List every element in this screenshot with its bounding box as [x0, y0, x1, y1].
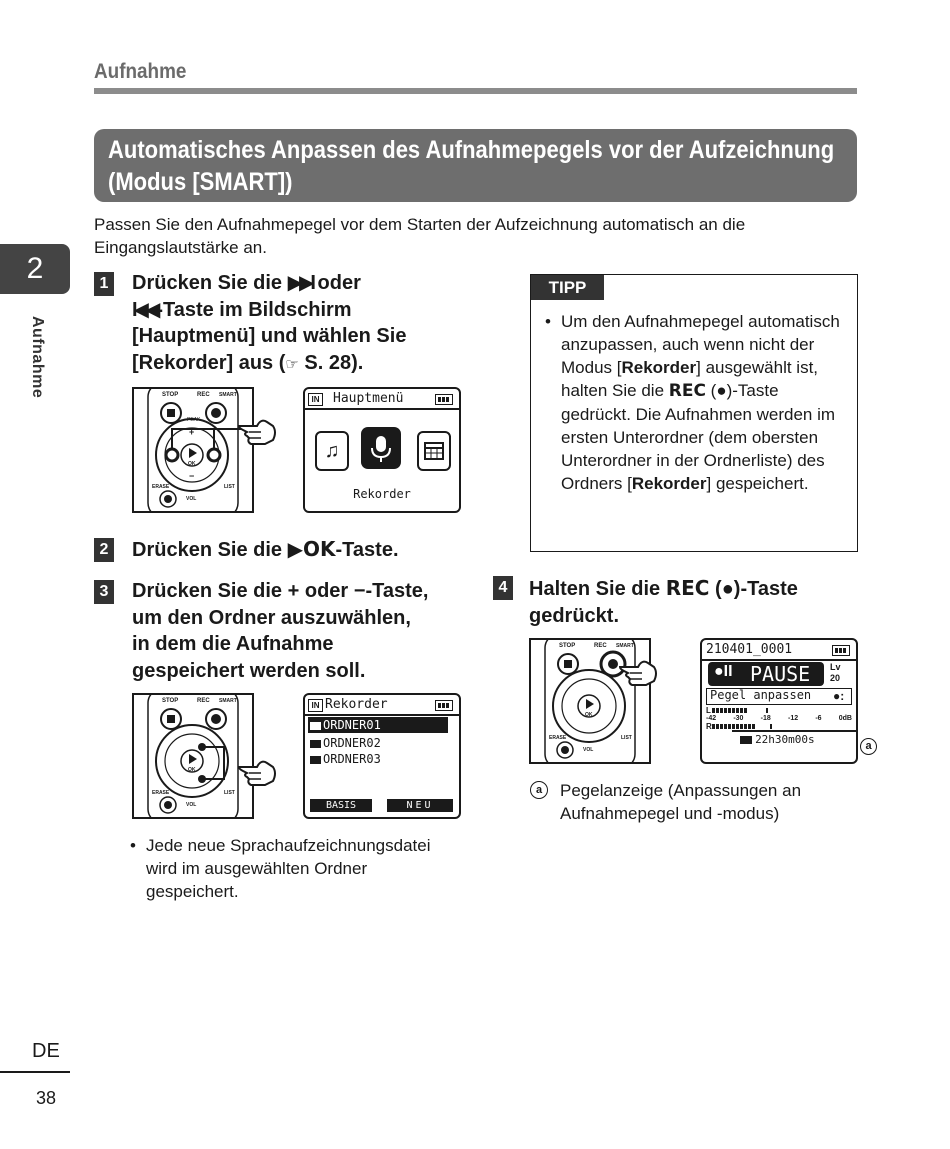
step-1-text	[132, 270, 472, 378]
scale-tick: -12	[787, 715, 799, 722]
smart-mode-icon: ●:	[833, 689, 845, 703]
step-2-text	[132, 536, 472, 564]
device-illustration-1	[132, 387, 254, 513]
input-icon-2: IN	[308, 699, 323, 712]
erase-label: ERASE	[152, 484, 170, 490]
tip-text-c: (●)-Taste gedrückt. Die Aufnahmen werden im ersten Unterordner (dem obersten Unterordner in der Ordnerliste) des Ordners [	[561, 381, 836, 493]
folder-item-1[interactable]	[308, 717, 448, 733]
step-3-text-a: Drücken Sie die	[132, 580, 288, 602]
note-step-3	[130, 834, 460, 903]
folder-item-3[interactable]	[308, 751, 381, 767]
smart-label-3: SMART	[616, 643, 634, 649]
tip-bold-rec: REC	[668, 381, 706, 401]
plus-label: +	[189, 427, 195, 437]
chapter-number: 2	[0, 244, 70, 294]
erase-label-3: ERASE	[549, 735, 567, 741]
level-meter	[706, 707, 852, 731]
tip-box	[530, 274, 858, 552]
plus-glyph: +	[287, 580, 300, 602]
folder-2-label: ORDNER02	[323, 736, 381, 750]
step-1-text-d: [Hauptmenü] und wählen Sie	[132, 325, 407, 347]
tip-bold-rekorder: Rekorder	[621, 358, 697, 377]
list-label: LIST	[224, 484, 235, 490]
screen-main-menu	[303, 387, 461, 513]
scale-tick: 0dB	[838, 715, 852, 722]
battery-icon	[435, 394, 453, 405]
softkey-neu[interactable]: NEU	[387, 799, 453, 812]
tip-text-a: Um den Aufnahmepegel automatisch anzupassen, auch wenn nicht der Modus [	[561, 312, 840, 377]
step-1-text-b: oder	[311, 272, 361, 294]
pointing-hand-icon	[237, 414, 277, 448]
rec-label-3: REC	[594, 643, 607, 649]
reference-icon: ☞	[285, 355, 299, 373]
right-channel-label: R	[706, 722, 712, 731]
left-channel-bar	[712, 708, 748, 713]
recorder-icon	[361, 427, 401, 469]
stop-label-3: STOP	[559, 643, 576, 649]
bullet: •	[545, 312, 551, 331]
step-3-text-b: oder	[299, 580, 354, 602]
folder-icon	[310, 722, 321, 730]
status-pause	[708, 662, 824, 686]
step-4-rec: REC	[665, 576, 710, 600]
memory-icon	[740, 736, 752, 744]
note-step-3-text: Jede neue Sprachaufzeichnungsdatei wird im ausgewählten Ordner gespeichert.	[146, 836, 431, 901]
scale-tick: -42	[706, 715, 717, 722]
ok-label: OK	[188, 461, 196, 467]
erase-label-2: ERASE	[152, 790, 170, 796]
callout-line	[732, 730, 858, 732]
input-icon: IN	[308, 393, 323, 406]
step-2-text-b: -Taste.	[335, 539, 399, 561]
left-channel-label: L	[706, 706, 711, 715]
step-3-text	[132, 578, 472, 684]
step-1-text-a: Drücken Sie die	[132, 272, 288, 294]
prev-icon: I◀◀	[132, 298, 157, 321]
remaining-time-value: 22h30m00s	[755, 733, 815, 746]
vol-label-3: VOL	[583, 747, 594, 753]
step-4-text-c: )-Taste	[733, 578, 798, 600]
step-1-number: 1	[94, 272, 114, 296]
music-icon: ♫	[315, 431, 349, 471]
folder-item-2[interactable]	[308, 735, 381, 751]
battery-icon-2	[435, 700, 453, 711]
intro-text: Passen Sie den Aufnahmepegel vor dem Starten der Aufzeichnung automatisch an die Eingangslautstärke an.	[94, 215, 746, 257]
tip-text	[561, 310, 845, 495]
page-number: 38	[36, 1088, 57, 1108]
title-line-1: Automatisches Anpassen des Aufnahmepegels vor der Aufzeichnung	[108, 136, 835, 164]
step-1-text-f: S. 28).	[298, 351, 364, 374]
language-label: DE	[32, 1040, 60, 1062]
step-1-text-c: -Taste im Bildschirm	[156, 298, 352, 321]
step-4-text-d: gedrückt.	[529, 604, 620, 627]
tip-body	[545, 310, 845, 495]
stop-label: STOP	[162, 392, 179, 398]
step-3-text-d: um den Ordner auszuwählen,	[132, 606, 411, 629]
battery-icon-3	[832, 645, 850, 656]
screen1-title: Hauptmenü	[333, 391, 404, 406]
screen2-title: Rekorder	[325, 697, 388, 712]
pointing-hand-icon-2	[237, 755, 277, 789]
rec-label-2: REC	[197, 698, 210, 704]
step-2-number: 2	[94, 538, 114, 562]
step-2-text-a: Drücken Sie die	[132, 539, 288, 561]
step-4-number: 4	[493, 576, 513, 600]
pause-label: PAUSE	[750, 662, 811, 686]
folder-icon	[310, 756, 321, 764]
meter-scale	[706, 715, 852, 722]
step-3-number: 3	[94, 580, 114, 604]
folder-3-label: ORDNER03	[323, 752, 381, 766]
right-channel-bar	[712, 724, 756, 729]
step-4-text-a: Halten Sie die	[529, 578, 666, 600]
right-peak	[770, 724, 772, 729]
level-value: 20	[830, 673, 841, 683]
tip-heading: TIPP	[531, 275, 604, 300]
minus-glyph: −	[353, 580, 366, 602]
page-title	[108, 134, 835, 198]
step-3-text-f: gespeichert werden soll.	[132, 659, 366, 682]
level-indicator	[830, 662, 841, 684]
section-label: Aufnahme	[94, 60, 187, 83]
callout-a-marker: a	[530, 781, 548, 799]
adjust-label: Pegel anpassen	[710, 688, 812, 702]
device-drawing-1	[134, 389, 254, 511]
title-line-2: (Modus [SMART])	[108, 168, 293, 196]
peak-label: PEAK	[187, 417, 201, 423]
vol-label: VOL	[186, 496, 197, 502]
ok-label-2: OK	[188, 767, 196, 773]
step-3-text-e: in dem die Aufnahme	[132, 633, 334, 655]
step-3-text-c: -Taste,	[365, 580, 429, 602]
step-4-text-b: (	[709, 578, 722, 600]
adjust-bar	[706, 688, 852, 705]
left-peak	[766, 708, 768, 713]
tip-text-d: ] gespeichert.	[706, 474, 809, 493]
softkey-basis[interactable]: BASIS	[310, 799, 372, 812]
ok-label-3: OK	[585, 712, 593, 718]
step-1-text-e: [Rekorder] aus (	[132, 351, 286, 374]
scale-tick: -6	[815, 715, 822, 722]
calendar-icon	[417, 431, 451, 471]
scale-tick: -30	[733, 715, 744, 722]
callout-a-legend	[530, 779, 850, 825]
folder-icon	[310, 740, 321, 748]
list-label-2: LIST	[224, 790, 235, 796]
bullet: •	[130, 836, 136, 855]
callout-marker-a: a	[860, 738, 877, 755]
folder-1-label: ORDNER01	[323, 718, 381, 732]
callout-a-text: Pegelanzeige (Anpassungen an Aufnahmepegel und -modus)	[560, 781, 802, 823]
minus-label: −	[189, 471, 195, 481]
language-rule	[0, 1071, 70, 1073]
title-box	[94, 129, 857, 202]
remaining-time	[740, 733, 815, 746]
rec-label: REC	[197, 392, 210, 398]
list-label-3: LIST	[621, 735, 632, 741]
record-dot-icon: ●	[721, 578, 734, 600]
smart-label-2: SMART	[219, 698, 237, 704]
device-illustration-2	[132, 693, 254, 819]
device-drawing-2	[134, 695, 254, 817]
tip-text-b: ] ausgewählt ist, halten Sie die	[561, 358, 819, 400]
screen-recording-pause	[700, 638, 858, 764]
smart-label: SMART	[219, 392, 237, 398]
next-icon: ▶▶I	[287, 272, 312, 294]
tip-bold-rekorder-2: Rekorder	[631, 474, 707, 493]
screen-folder-list	[303, 693, 461, 819]
stop-label-2: STOP	[162, 698, 179, 704]
screen1-label: Rekorder	[353, 487, 411, 501]
scale-tick: -18	[760, 715, 771, 722]
step-4-text	[529, 575, 869, 629]
file-name: 210401_0001	[706, 642, 793, 657]
pointing-hand-icon-3	[617, 655, 659, 689]
pause-icon: ●II	[714, 663, 733, 680]
vol-label-2: VOL	[186, 802, 197, 808]
play-icon: ▶	[287, 539, 304, 561]
section-rule	[94, 88, 857, 94]
level-label: Lv	[830, 662, 841, 672]
chapter-title: Aufnahme	[29, 316, 46, 399]
step-2-ok: OK	[303, 537, 336, 561]
